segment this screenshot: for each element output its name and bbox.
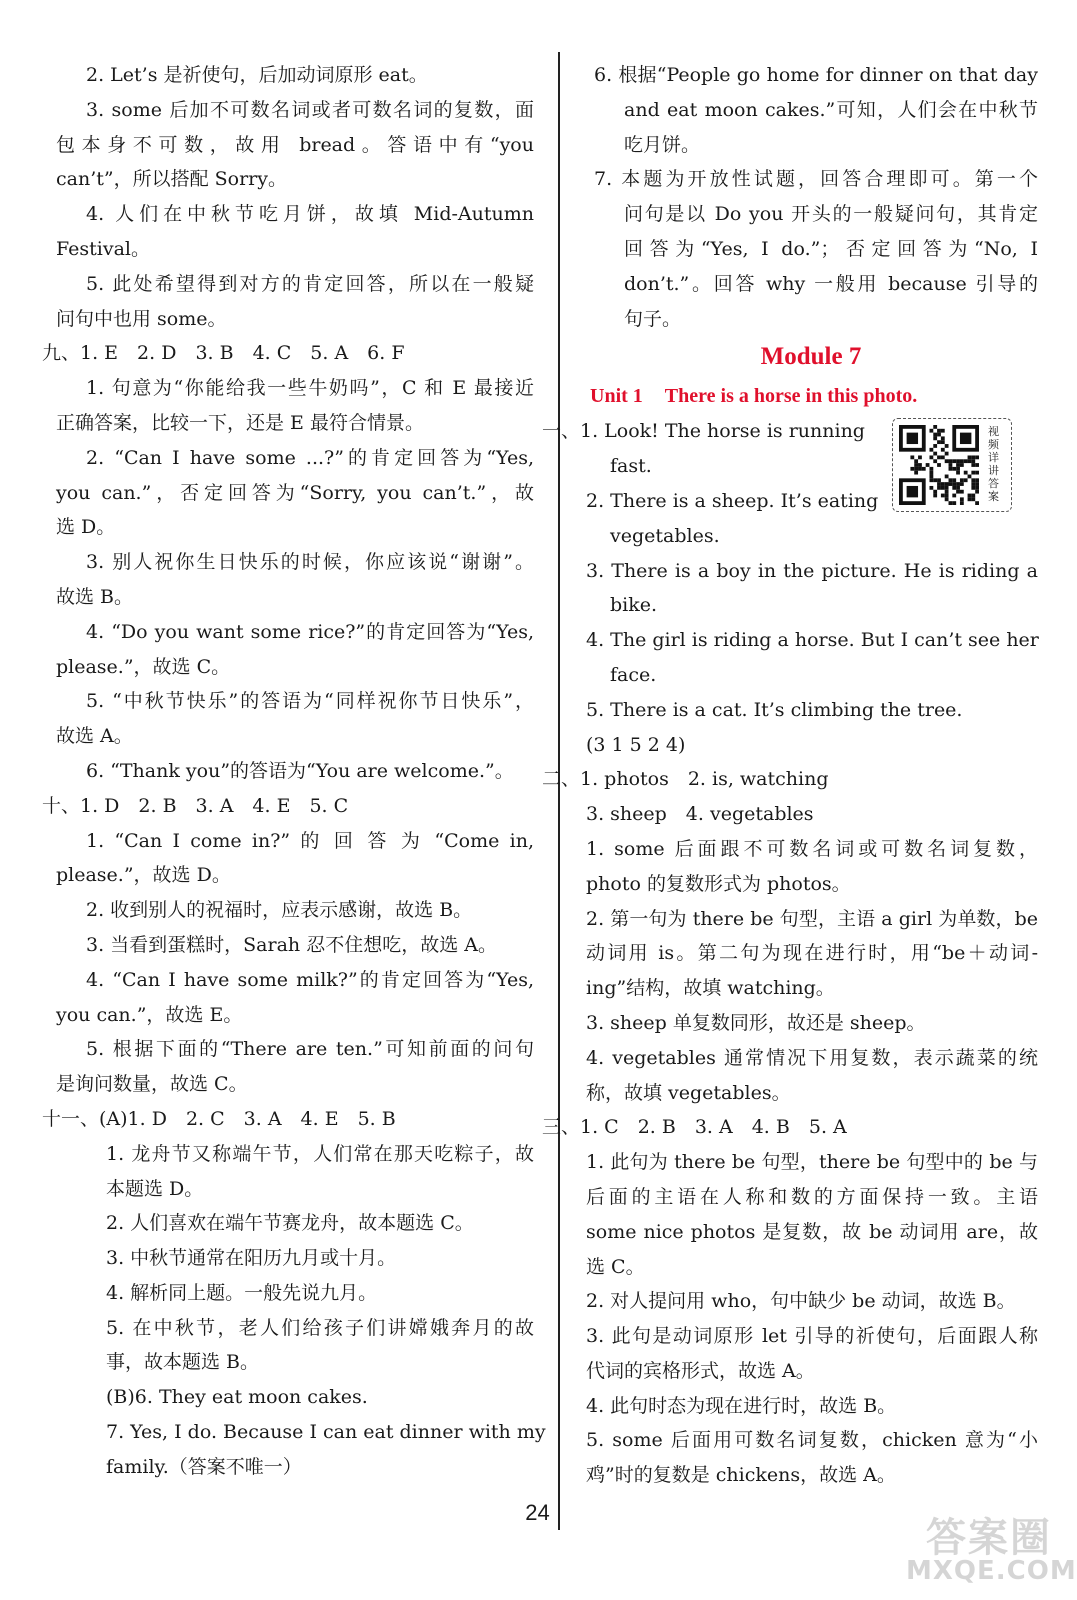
qr-module (933, 459, 937, 463)
qr-module (960, 463, 964, 467)
qr-module (929, 455, 933, 459)
qr-module (964, 478, 968, 482)
text-line: 是询问数量，故选 C。 (56, 1073, 248, 1096)
qr-module (937, 433, 941, 437)
qr-module (952, 459, 956, 463)
qr-module (945, 486, 949, 490)
qr-module (929, 429, 933, 433)
text-line: please.”，故选 C。 (56, 655, 231, 678)
text-line: family.（答案不唯一） (106, 1455, 302, 1478)
text-line: 后面的主语在人称和数的方面保持一致。主语 (586, 1185, 1038, 1208)
qr-module (937, 440, 941, 444)
qr-module (922, 467, 926, 471)
qr-module (933, 436, 937, 440)
qr-module (914, 459, 918, 463)
qr-module (949, 501, 953, 505)
qr-module (975, 471, 979, 475)
qr-module (960, 482, 964, 486)
qr-module (918, 467, 922, 471)
qr-module (975, 482, 979, 486)
qr-module (971, 494, 975, 498)
text-line: 4. “Do you want some rice?”的肯定回答为“Yes, (86, 620, 534, 643)
qr-module (971, 478, 975, 482)
text-line: 6. 根据“People go home for dinner on that day (594, 64, 1038, 86)
text-line: 吃月饼。 (624, 133, 701, 156)
qr-module (952, 494, 956, 498)
unit-title (584, 378, 1038, 414)
text-line: 2. Let’s 是祈使句，后加动词原形 eat。 (86, 64, 428, 86)
text-line: 包本身不可数，故用 bread。答语中有“you (56, 133, 534, 156)
qr-module (941, 448, 945, 452)
qr-module (956, 463, 960, 467)
qr-module (956, 486, 960, 490)
qr-module (971, 459, 975, 463)
text-line: 5. 此处希望得到对方的肯定回答，所以在一般疑 (86, 272, 534, 295)
qr-module (956, 459, 960, 463)
qr-module (968, 475, 972, 479)
text-line: 一、1. Look! The horse is running (542, 420, 865, 443)
qr-module (914, 471, 918, 475)
text-line: 三、1. C 2. B 3. A 4. B 5. A (542, 1116, 847, 1139)
qr-module (960, 497, 964, 501)
text-line: 7. 本题为开放性试题，回答合理即可。第一个 (594, 168, 1038, 191)
text-line: (B)6. They eat moon cakes. (106, 1386, 368, 1409)
qr-module (949, 459, 953, 463)
text-line: 7. Yes, I do. Because I can eat dinner with my (106, 1421, 546, 1444)
text-line: 5. 根据下面的“There are ten.”可知前面的问句 (86, 1038, 534, 1061)
text-line: photo 的复数形式为 photos。 (586, 872, 851, 895)
text-line: 二、1. photos 2. is, watching (542, 768, 829, 791)
qr-module (941, 429, 945, 433)
text-line: 1. 句意为“你能给我一些牛奶吗”，C 和 E 最接近 (86, 377, 534, 400)
text-line: fast. (610, 455, 652, 478)
qr-module (952, 467, 956, 471)
qr-module (975, 463, 979, 467)
qr-module (941, 455, 945, 459)
text-line: 1. some 后面跟不可数名词或可数名词复数， (586, 837, 1038, 860)
left-column (42, 58, 546, 1485)
text-line: 十、1. D 2. B 3. A 4. E 5. C (42, 794, 349, 817)
unit-label: Unit 1 (590, 385, 643, 408)
qr-module (971, 471, 975, 475)
qr-module (949, 482, 953, 486)
text-line: 4. The girl is riding a horse. But I can’t see her (586, 629, 1039, 652)
qr-module (952, 501, 956, 505)
text-line: you can.”，故选 E。 (56, 1003, 243, 1026)
qr-module (945, 475, 949, 479)
qr-module (971, 463, 975, 467)
qr-module (937, 482, 941, 486)
watermark-logo-text: 答案圈 (926, 1515, 1052, 1561)
qr-module (933, 490, 937, 494)
qr-module (933, 494, 937, 498)
text-line: don’t.”。回答 why 一般用 because 引导的 (624, 272, 1038, 295)
text-line: 1. “Can I come in?” 的 回 答 为 “Come in, (86, 829, 534, 852)
unit-name: There is a horse in this photo. (664, 385, 918, 408)
text-line: can’t”，所以搭配 Sorry。 (56, 168, 287, 191)
qr-module (952, 486, 956, 490)
qr-module (971, 455, 975, 459)
qr-module (910, 467, 914, 471)
qr-module (941, 482, 945, 486)
qr-module (941, 440, 945, 444)
qr-module (968, 459, 972, 463)
qr-module (945, 444, 949, 448)
text-line: 3. 当看到蛋糕时，Sarah 忍不住想吃，故选 A。 (86, 933, 497, 956)
text-line: 6. “Thank you”的答语为“You are welcome.”。 (86, 759, 514, 782)
qr-module (949, 467, 953, 471)
text-line: 3. some 后加不可数名词或者可数名词的复数，面 (86, 98, 534, 121)
watermark-logo (906, 1506, 1077, 1596)
qr-module (933, 452, 937, 456)
text-line: 5. some 后面用可数名词复数，chicken 意为“小 (586, 1429, 1038, 1452)
right-top-block (594, 58, 1038, 336)
text-line: and eat moon cakes.”可知，人们会在中秋节 (624, 98, 1038, 121)
text-line: 句子。 (624, 307, 682, 330)
text-line: 本题选 D。 (106, 1177, 204, 1200)
text-line: 事，故本题选 B。 (106, 1351, 260, 1374)
qr-module (933, 425, 937, 429)
qr-module (937, 486, 941, 490)
qr-module (929, 475, 933, 479)
qr-module (956, 471, 960, 475)
qr-module (975, 490, 979, 494)
text-line: 2. There is a sheep. It’s eating (586, 489, 879, 512)
qr-module (918, 455, 922, 459)
qr-module (975, 501, 979, 505)
qr-module (933, 478, 937, 482)
qr-module (975, 455, 979, 459)
text-line: 1. 此句为 there be 句型，there be 句型中的 be 与 (586, 1151, 1038, 1174)
text-line: 故选 A。 (56, 725, 133, 748)
text-line: 问句是以 Do you 开头的一般疑问句，其肯定 (624, 203, 1038, 226)
qr-module (937, 463, 941, 467)
qr-module (960, 478, 964, 482)
qr-module (918, 463, 922, 467)
qr-module (964, 471, 968, 475)
qr-module (949, 463, 953, 467)
qr-module (907, 433, 918, 444)
qr-caption: 视频详讲答案 (988, 425, 999, 503)
text-line: 2. 人们喜欢在端午节赛龙舟，故本题选 C。 (106, 1212, 474, 1235)
text-line: 鸡”时的复数是 chickens，故选 A。 (586, 1464, 896, 1487)
right-column (542, 58, 1039, 1493)
text-line: 3. 别人祝你生日快乐的时候，你应该说“谢谢”。 (86, 551, 534, 574)
qr-module (929, 471, 933, 475)
qr-module (971, 486, 975, 490)
text-line: 3. sheep 4. vegetables (586, 803, 814, 826)
qr-module (952, 482, 956, 486)
qr-module (960, 459, 964, 463)
text-line: 3. sheep 单复数同形，故还是 sheep。 (586, 1011, 926, 1034)
text-line: some nice photos 是复数，故 be 动词用 are，故 (586, 1220, 1038, 1243)
text-line: ing”结构，故填 watching。 (586, 977, 835, 1000)
qr-module (941, 486, 945, 490)
qr-module (910, 455, 914, 459)
qr-module (945, 497, 949, 501)
qr-module (971, 482, 975, 486)
text-line: vegetables. (610, 524, 720, 547)
qr-module (914, 467, 918, 471)
text-line: 称，故填 vegetables。 (586, 1081, 791, 1104)
text-line: 5. 在中秋节，老人们给孩子们讲嫦娥奔月的故 (106, 1316, 534, 1339)
text-line: 2. 收到别人的祝福时，应表示感谢，故选 B。 (86, 899, 473, 922)
qr-module (914, 463, 918, 467)
text-line: 4. 此句时态为现在进行时，故选 B。 (586, 1394, 897, 1417)
qr-module (945, 482, 949, 486)
text-line: 2. “Can I have some ...?”的肯定回答为“Yes, (86, 446, 534, 469)
text-line: 3. There is a boy in the picture. He is riding a (586, 559, 1038, 582)
qr-module (968, 455, 972, 459)
qr-module (971, 497, 975, 501)
qr-module (960, 433, 971, 444)
qr-module (941, 494, 945, 498)
qr-module (929, 467, 933, 471)
text-line: face. (610, 663, 657, 686)
text-line: 选 C。 (586, 1255, 645, 1278)
text-line: 问句中也用 some。 (56, 307, 227, 330)
qr-module (968, 494, 972, 498)
qr-module (907, 486, 918, 497)
qr-module (945, 452, 949, 456)
text-line: bike. (610, 594, 658, 617)
text-line: 动词用 is。第二句为现在进行时，用“be＋动词- (586, 942, 1038, 965)
qr-module (941, 436, 945, 440)
text-line: 回答为“Yes, I do.”；否定回答为“No, I (624, 237, 1038, 260)
text-line: 3. 此句是动词原形 let 引导的祈使句，后面跟人称 (586, 1325, 1038, 1348)
qr-module (964, 459, 968, 463)
page-number: 24 (525, 1500, 550, 1525)
qr-module (952, 478, 956, 482)
text-line: 5. “中秋节快乐”的答语为“同样祝你节日快乐”， (86, 690, 534, 713)
qr-module (926, 463, 930, 467)
text-line: 4. vegetables 通常情况下用复数，表示蔬菜的统 (586, 1046, 1038, 1069)
text-line: 2. 对人提问用 who，句中缺少 be 动词，故选 B。 (586, 1290, 1016, 1313)
qr-module (945, 490, 949, 494)
qr-module (956, 467, 960, 471)
text-line: 十一、(A)1. D 2. C 3. A 4. E 5. B (42, 1107, 396, 1130)
qr-module (929, 478, 933, 482)
text-line: 4. “Can I have some milk?”的肯定回答为“Yes, (86, 968, 534, 991)
watermark-url: MXQE.COM (906, 1556, 1077, 1586)
qr-module (960, 490, 964, 494)
text-line: 5. There is a cat. It’s climbing the tree. (586, 698, 963, 721)
text-line: please.”，故选 D。 (56, 864, 231, 887)
qr-module (975, 478, 979, 482)
qr-module (968, 497, 972, 501)
text-line: you can.”，否定回答为“Sorry, you can’t.”，故 (56, 481, 534, 504)
text-line: (3 1 5 2 4) (586, 733, 686, 756)
qr-module (929, 486, 933, 490)
text-line: 选 D。 (56, 516, 116, 539)
qr-module (956, 490, 960, 494)
qr-module (937, 455, 941, 459)
text-line: 1. 龙舟节又称端午节，人们常在那天吃粽子，故 (106, 1142, 534, 1165)
text-line: 2. 第一句为 there be 句型，主语 a girl 为单数，be (586, 907, 1038, 930)
right-bottom-block (542, 414, 1039, 1493)
qr-module (937, 478, 941, 482)
text-line: 九、1. E 2. D 3. B 4. C 5. A 6. F (42, 342, 405, 365)
qr-code-pattern (899, 425, 983, 505)
qr-module (956, 482, 960, 486)
text-line: 故选 B。 (56, 585, 134, 608)
qr-code[interactable] (892, 418, 1012, 512)
qr-module (937, 429, 941, 433)
text-line: Festival。 (56, 237, 150, 260)
qr-module (949, 478, 953, 482)
qr-module (933, 444, 937, 448)
qr-module (929, 448, 933, 452)
text-line: 4. 解析同上题。一般先说九月。 (106, 1281, 378, 1304)
text-line: 3. 中秋节通常在阳历九月或十月。 (106, 1247, 397, 1270)
text-line: 正确答案，比较一下，还是 E 最符合情景。 (56, 411, 424, 434)
text-line: 4. 人们在中秋节吃月饼，故填 Mid-Autumn (86, 203, 534, 226)
qr-module (975, 486, 979, 490)
qr-module (945, 459, 949, 463)
module-title: Module 7 (760, 343, 862, 371)
qr-module (960, 501, 964, 505)
qr-module (945, 494, 949, 498)
qr-module (933, 433, 937, 437)
text-line: 代词的宾格形式，故选 A。 (586, 1359, 815, 1382)
